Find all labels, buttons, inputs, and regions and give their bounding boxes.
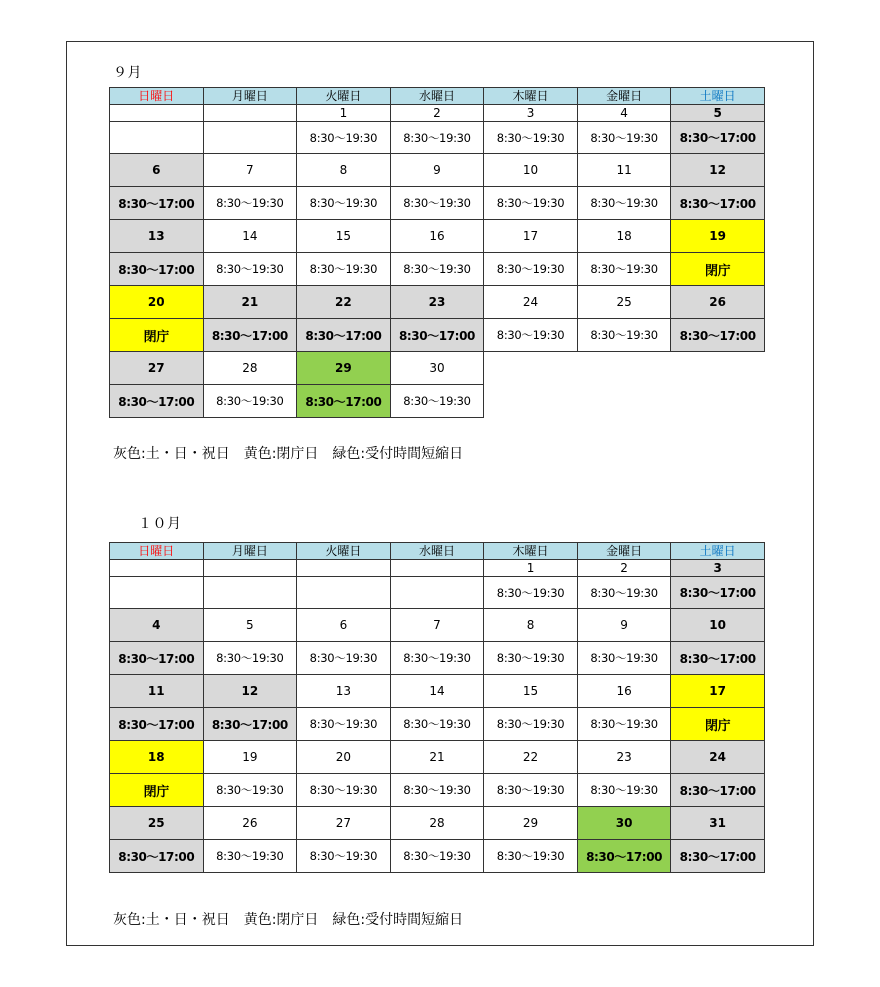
hours-cell: 8:30～19:30 <box>390 122 484 154</box>
legend-october: 灰色:土・日・祝日 黄色:閉庁日 緑色:受付時間短縮日 <box>113 912 464 928</box>
month-label-september: ９月 <box>113 65 142 81</box>
day-number-cell: 30 <box>577 807 671 840</box>
weekday-header: 火曜日 <box>297 543 391 560</box>
day-number-cell: 16 <box>390 220 484 253</box>
hours-cell: 8:30～19:30 <box>203 642 297 675</box>
calendar-september <box>109 87 765 418</box>
week-day-number-row <box>110 675 765 708</box>
hours-cell: 8:30～19:30 <box>577 577 671 609</box>
day-number-cell: 23 <box>577 741 671 774</box>
week-hours-row <box>110 840 765 873</box>
hours-cell: 8:30～19:30 <box>484 774 578 807</box>
hours-cell: 8:30～19:30 <box>577 319 671 352</box>
day-number-cell: 16 <box>577 675 671 708</box>
hours-cell: 8:30～19:30 <box>297 708 391 741</box>
hours-cell: 8:30～19:30 <box>297 187 391 220</box>
day-number-cell: 21 <box>203 286 297 319</box>
day-number-cell: 2 <box>577 560 671 577</box>
hours-cell: 8:30～17:00 <box>671 187 765 220</box>
day-number-cell <box>203 105 297 122</box>
hours-cell: 8:30～17:00 <box>671 577 765 609</box>
week-day-number-row <box>110 286 765 319</box>
hours-cell: 8:30～19:30 <box>297 642 391 675</box>
week-day-number-row <box>110 807 765 840</box>
hours-cell <box>203 577 297 609</box>
hours-cell <box>203 122 297 154</box>
closed-day-cell: 閉庁 <box>671 253 765 286</box>
hours-cell: 8:30～19:30 <box>203 840 297 873</box>
day-number-cell: 26 <box>203 807 297 840</box>
week-day-number-row <box>110 220 765 253</box>
day-number-cell <box>110 105 204 122</box>
week-day-number-row <box>110 609 765 642</box>
week-hours-row <box>110 319 765 352</box>
week-day-number-row <box>110 154 765 187</box>
hours-cell: 8:30～17:00 <box>110 708 204 741</box>
hours-cell: 8:30～19:30 <box>577 187 671 220</box>
hours-cell: 8:30～19:30 <box>297 774 391 807</box>
week-day-number-row <box>110 560 765 577</box>
day-number-cell: 11 <box>110 675 204 708</box>
hours-cell: 8:30～17:00 <box>297 385 391 418</box>
day-number-cell: 17 <box>671 675 765 708</box>
hours-cell: 8:30～17:00 <box>671 122 765 154</box>
day-number-cell: 29 <box>297 352 391 385</box>
day-number-cell: 18 <box>577 220 671 253</box>
day-number-cell: 5 <box>671 105 765 122</box>
day-number-cell: 2 <box>390 105 484 122</box>
hours-cell: 8:30～19:30 <box>297 253 391 286</box>
day-number-cell: 21 <box>390 741 484 774</box>
day-number-cell: 5 <box>203 609 297 642</box>
day-number-cell: 27 <box>110 352 204 385</box>
hours-cell <box>390 577 484 609</box>
week-hours-row <box>110 187 765 220</box>
day-number-cell: 12 <box>671 154 765 187</box>
hours-cell <box>110 122 204 154</box>
day-number-cell: 3 <box>671 560 765 577</box>
day-number-cell <box>203 560 297 577</box>
closed-day-cell: 閉庁 <box>671 708 765 741</box>
hours-cell: 8:30～19:30 <box>484 840 578 873</box>
weekday-header-row <box>110 543 765 560</box>
hours-cell: 8:30～19:30 <box>390 840 484 873</box>
hours-cell: 8:30～19:30 <box>577 253 671 286</box>
hours-cell: 8:30～19:30 <box>484 319 578 352</box>
day-number-cell: 24 <box>671 741 765 774</box>
weekday-header: 月曜日 <box>203 88 297 105</box>
day-number-cell: 8 <box>484 609 578 642</box>
day-number-cell: 26 <box>671 286 765 319</box>
closed-day-cell: 閉庁 <box>110 774 204 807</box>
weekday-header: 水曜日 <box>390 543 484 560</box>
day-number-cell: 19 <box>671 220 765 253</box>
day-number-cell: 25 <box>110 807 204 840</box>
weekday-header: 水曜日 <box>390 88 484 105</box>
day-number-cell: 27 <box>297 807 391 840</box>
day-number-cell: 17 <box>484 220 578 253</box>
weekday-header: 木曜日 <box>484 88 578 105</box>
weekday-header: 木曜日 <box>484 543 578 560</box>
week-hours-row <box>110 577 765 609</box>
hours-cell: 8:30～17:00 <box>110 187 204 220</box>
hours-cell: 8:30～19:30 <box>577 642 671 675</box>
hours-cell: 8:30～19:30 <box>577 708 671 741</box>
day-number-cell: 11 <box>577 154 671 187</box>
week-hours-row <box>110 122 765 154</box>
hours-cell: 8:30～19:30 <box>390 385 484 418</box>
day-number-cell: 28 <box>390 807 484 840</box>
day-number-cell <box>297 560 391 577</box>
month-label-october: １０月 <box>138 516 182 532</box>
day-number-cell: 14 <box>390 675 484 708</box>
hours-cell: 8:30～17:00 <box>671 840 765 873</box>
week-day-number-row <box>110 741 765 774</box>
week-day-number-row <box>110 352 765 385</box>
hours-cell: 8:30～19:30 <box>203 385 297 418</box>
hours-cell: 8:30～17:00 <box>671 774 765 807</box>
day-number-cell: 9 <box>577 609 671 642</box>
hours-cell: 8:30～17:00 <box>577 840 671 873</box>
hours-cell <box>110 577 204 609</box>
weekday-header: 土曜日 <box>671 543 765 560</box>
hours-cell: 8:30～17:00 <box>203 319 297 352</box>
hours-cell: 8:30～17:00 <box>110 840 204 873</box>
day-number-cell: 4 <box>577 105 671 122</box>
hours-cell: 8:30～19:30 <box>390 774 484 807</box>
hours-cell: 8:30～19:30 <box>203 774 297 807</box>
calendar-october <box>109 542 765 873</box>
day-number-cell: 18 <box>110 741 204 774</box>
day-number-cell: 15 <box>484 675 578 708</box>
day-number-cell: 20 <box>297 741 391 774</box>
hours-cell: 8:30～19:30 <box>390 642 484 675</box>
closed-day-cell: 閉庁 <box>110 319 204 352</box>
hours-cell: 8:30～19:30 <box>577 774 671 807</box>
day-number-cell: 22 <box>297 286 391 319</box>
day-number-cell <box>110 560 204 577</box>
hours-cell: 8:30～19:30 <box>484 708 578 741</box>
hours-cell: 8:30～19:30 <box>390 708 484 741</box>
hours-cell <box>297 577 391 609</box>
hours-cell: 8:30～19:30 <box>297 122 391 154</box>
hours-cell: 8:30～17:00 <box>110 253 204 286</box>
hours-cell: 8:30～19:30 <box>297 840 391 873</box>
day-number-cell: 7 <box>203 154 297 187</box>
day-number-cell: 30 <box>390 352 484 385</box>
day-number-cell: 31 <box>671 807 765 840</box>
day-number-cell: 1 <box>484 560 578 577</box>
hours-cell: 8:30～19:30 <box>484 122 578 154</box>
day-number-cell: 8 <box>297 154 391 187</box>
hours-cell: 8:30～17:00 <box>671 642 765 675</box>
day-number-cell: 19 <box>203 741 297 774</box>
hours-cell: 8:30～19:30 <box>390 253 484 286</box>
hours-cell: 8:30～19:30 <box>203 187 297 220</box>
day-number-cell: 6 <box>297 609 391 642</box>
day-number-cell: 25 <box>577 286 671 319</box>
hours-cell: 8:30～19:30 <box>484 253 578 286</box>
hours-cell: 8:30～17:00 <box>203 708 297 741</box>
hours-cell: 8:30～17:00 <box>110 642 204 675</box>
day-number-cell: 6 <box>110 154 204 187</box>
day-number-cell: 10 <box>484 154 578 187</box>
day-number-cell: 12 <box>203 675 297 708</box>
hours-cell: 8:30～19:30 <box>203 253 297 286</box>
day-number-cell: 9 <box>390 154 484 187</box>
day-number-cell <box>390 560 484 577</box>
day-number-cell: 13 <box>297 675 391 708</box>
day-number-cell: 28 <box>203 352 297 385</box>
weekday-header: 火曜日 <box>297 88 391 105</box>
weekday-header: 金曜日 <box>577 543 671 560</box>
legend-september: 灰色:土・日・祝日 黄色:閉庁日 緑色:受付時間短縮日 <box>113 446 464 462</box>
weekday-header: 月曜日 <box>203 543 297 560</box>
hours-cell: 8:30～17:00 <box>671 319 765 352</box>
day-number-cell: 10 <box>671 609 765 642</box>
day-number-cell: 14 <box>203 220 297 253</box>
week-hours-row <box>110 708 765 741</box>
hours-cell: 8:30～19:30 <box>484 577 578 609</box>
weekday-header: 日曜日 <box>110 88 204 105</box>
hours-cell: 8:30～19:30 <box>484 187 578 220</box>
day-number-cell: 3 <box>484 105 578 122</box>
week-hours-row <box>110 774 765 807</box>
hours-cell: 8:30～17:00 <box>390 319 484 352</box>
day-number-cell: 4 <box>110 609 204 642</box>
day-number-cell: 29 <box>484 807 578 840</box>
day-number-cell: 1 <box>297 105 391 122</box>
day-number-cell: 20 <box>110 286 204 319</box>
weekday-header: 日曜日 <box>110 543 204 560</box>
day-number-cell: 13 <box>110 220 204 253</box>
weekday-header: 土曜日 <box>671 88 765 105</box>
day-number-cell: 22 <box>484 741 578 774</box>
weekday-header: 金曜日 <box>577 88 671 105</box>
hours-cell: 8:30～19:30 <box>577 122 671 154</box>
day-number-cell: 24 <box>484 286 578 319</box>
day-number-cell: 15 <box>297 220 391 253</box>
week-day-number-row <box>110 105 765 122</box>
week-hours-row <box>110 642 765 675</box>
day-number-cell: 7 <box>390 609 484 642</box>
hours-cell: 8:30～19:30 <box>390 187 484 220</box>
week-hours-row <box>110 385 765 418</box>
week-hours-row <box>110 253 765 286</box>
hours-cell: 8:30～19:30 <box>484 642 578 675</box>
hours-cell: 8:30～17:00 <box>297 319 391 352</box>
hours-cell: 8:30～17:00 <box>110 385 204 418</box>
day-number-cell: 23 <box>390 286 484 319</box>
weekday-header-row <box>110 88 765 105</box>
